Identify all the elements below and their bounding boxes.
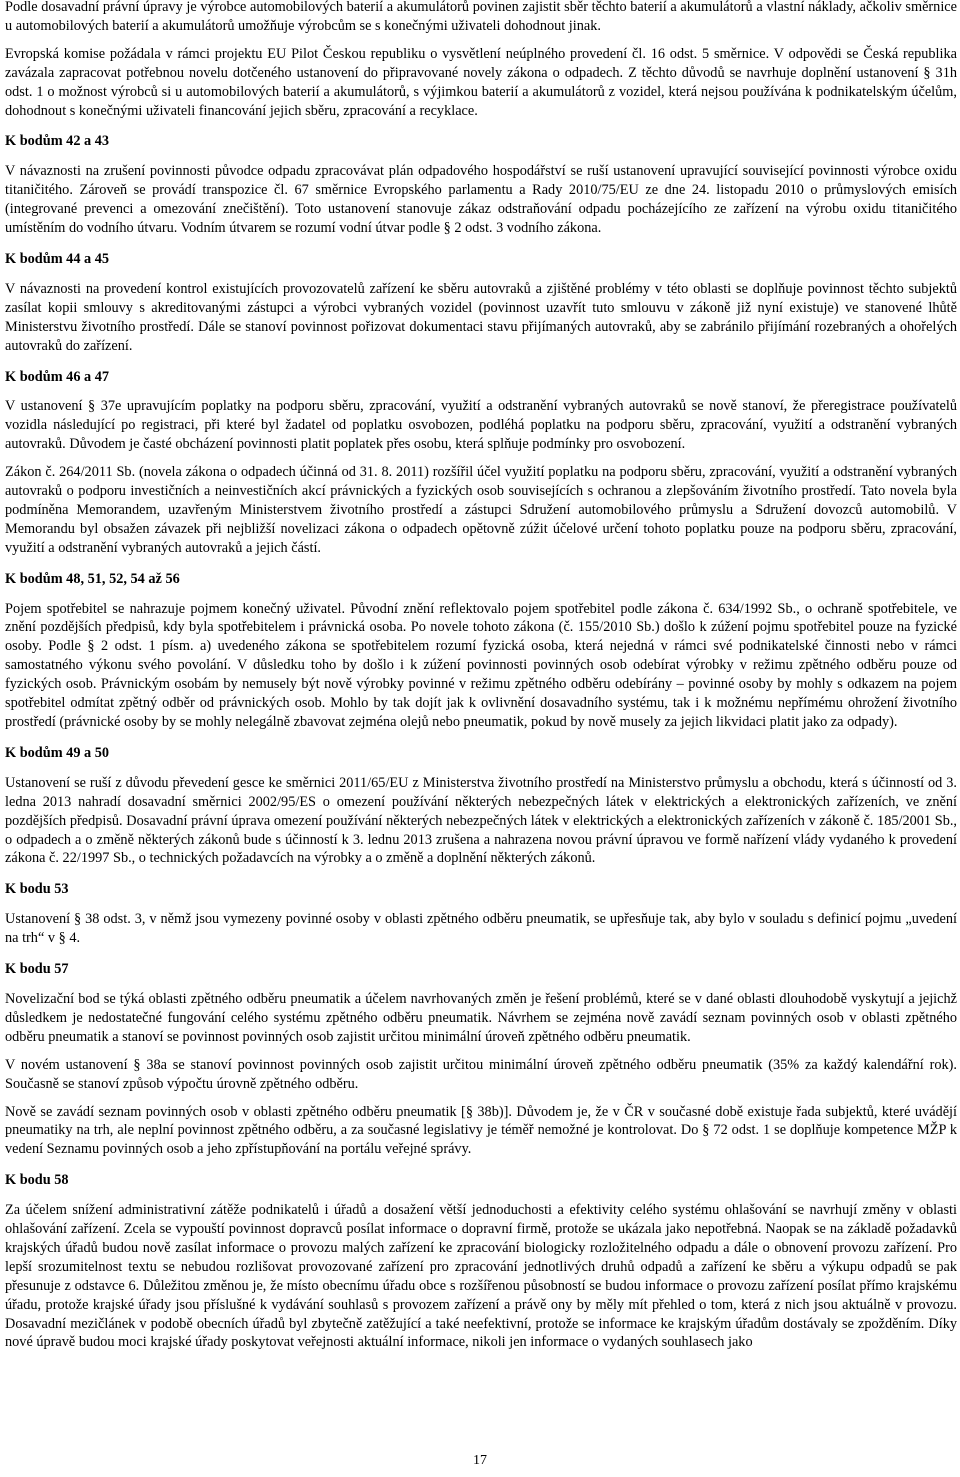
paragraph: Zákon č. 264/2011 Sb. (novela zákona o odpadech účinná od 31. 8. 2011) rozšířil účel využití poplatku na podporu sběru, zpracování, využití a odstranění vybraných autovraků o podporu investičních a neinvestičních akcí právnických a fyzických osob souvisejících s ochranou a zlepšováním životního prostředí. Tato novela byla podmíněna Memorandem, uzavřeným Ministerstvem životního prostředí a zástupci Sdružení automobilového průmyslu a Sdružení dovozců automobilů. V Memorandu byl obsažen závazek při nejbližší novelizaci zákona o odpadech opětovně zúžit účelové určení tohoto poplatku pouze na podporu sběru, zpracování, využití a odstranění vybraných autovraků a jejich částí. bbox=[5, 464, 957, 556]
document-body bbox=[5, 0, 957, 1352]
section-heading: K bodu 53 bbox=[5, 881, 69, 898]
paragraph: Evropská komise požádala v rámci projektu EU Pilot Českou republiku o vysvětlení neúplného provedení čl. 16 odst. 5 směrnice. V odpovědi se Česká republika zavázala zapracovat potřebnou novelu dotčeného ustanovení do připravované novely zákona o odpadech. Z těchto důvodů se navrhuje doplnění ustanovení § 31h odst. 1 o možnost výrobců si u automobilových baterií a akumulátorů, s výjimkou baterií a akumulátorů z vozidel, která nejsou používána k podnikatelským účelům, dohodnout s konečnými uživateli financování jejich sběru, zpracování a recyklace. bbox=[5, 45, 957, 119]
section-heading: K bodům 46 a 47 bbox=[5, 368, 110, 385]
paragraph: Podle dosavadní právní úpravy je výrobce automobilových baterií a akumulátorů povinen zajistit sběr těchto baterií a akumulátorů a vlastní náklady, ačkoliv směrnice u automobilových baterií a akumulátorů umožňuje výrobcům se s konečnými uživateli dohodnout jinak. bbox=[5, 0, 957, 34]
paragraph: V návaznosti na zrušení povinnosti původce odpadu zpracovávat plán odpadového hospodářství se ruší ustanovení upravující související povinnosti výrobce oxidu titaničitého. Zároveň se provádí transpozice čl. 67 směrnice Evropského parlamentu a Rady 2010/75/EU ze dne 24. listopadu 2010 o průmyslových emisích (integrované prevenci a omezování znečištění). Toto ustanovení stanovuje zákaz odstraňování odpadu pocházejícího ze zařízení na výrobu oxidu titaničitého umístěním do vodního útvaru. Vodním útvarem se rozumí vodní útvar podle § 2 odst. 3 vodního zákona. bbox=[5, 163, 957, 237]
paragraph: V návaznosti na provedení kontrol existujících provozovatelů zařízení ke sběru autovraků a zjištěné problémy v této oblasti se doplňuje povinnost těchto subjektů zasílat kopii smlouvy s akreditovanými zástupci a výrobci vybraných vozidel (povinnost uzavřít tuto smlouvu v zákoně již nyní existuje) ve stanovené lhůtě Ministerstvu životního prostředí. Dále se stanoví povinnost pořizovat dokumentaci stavu přijímaných autovraků, aby se zabránilo přijímání rozebraných a ohořelých autovraků do zařízení. bbox=[5, 280, 957, 354]
paragraph: Ustanovení se ruší z důvodu převedení gesce ke směrnici 2011/65/EU z Ministerstva životního prostředí na Ministerstvo průmyslu a obchodu, která s účinností od 3. ledna 2013 nahradí dosavadní směrnici 2002/95/ES o omezení používání některých nebezpečných látek v elektrických a elektronických zařízeních, ve znění pozdějších předpisů. Dosavadní právní úprava omezení používání některých nebezpečných látek v elektrických a elektronických zařízeních v zákoně č. 185/2001 Sb., o odpadech a o změně některých zákonů bude s účinností k 3. lednu 2013 zrušena a nahrazena novou právní úpravou ve formě nařízení vlády vydaného k provedení zákona č. 22/1997 Sb., o technických požadavcích na výrobky a o změně a doplnění některých zákonů. bbox=[5, 774, 957, 867]
paragraph: V novém ustanovení § 38a se stanoví povinnost povinných osob zajistit určitou minimální úroveň zpětného odběru pneumatik (35% za každý kalendářní rok). Současně se stanoví způsob výpočtu úrovně zpětného odběru. bbox=[5, 1056, 957, 1092]
section-heading: K bodu 57 bbox=[5, 961, 69, 978]
paragraph: Ustanovení § 38 odst. 3, v němž jsou vymezeny povinné osoby v oblasti zpětného odběru pneumatik, se upřesňuje tak, aby bylo v souladu s definicí pojmu „uvedení na trh“ v § 4. bbox=[5, 911, 957, 947]
page-number: 17 bbox=[473, 1453, 487, 1468]
paragraph: V ustanovení § 37e upravujícím poplatky na podporu sběru, zpracování, využití a odstranění vybraných autovraků se nově stanoví, že přeregistrace používatelů vozidla následující po registraci, při které byl žadatel od poplatku osvobozen, podléhá poplatku na podporu sběru, zpracování, využití a odstranění vybraných autovraků. Důvodem je časté obcházení povinnosti platit poplatek přes osobu, která splňuje podmínky pro osvobození. bbox=[5, 398, 957, 453]
section-heading: K bodům 49 a 50 bbox=[5, 744, 110, 761]
section-heading: K bodům 44 a 45 bbox=[5, 250, 110, 267]
section-heading: K bodu 58 bbox=[5, 1172, 69, 1189]
section-heading: K bodům 48, 51, 52, 54 až 56 bbox=[5, 570, 180, 587]
paragraph: Pojem spotřebitel se nahrazuje pojmem konečný uživatel. Původní znění reflektovalo pojem spotřebitel podle zákona č. 634/1992 Sb., o ochraně spotřebitele, ve znění pozdějších předpisů, kdy byla spotřebitelem i právnická osoba. Po novele tohoto zákona (č. 155/2010 Sb.) došlo k zúžení pojmu spotřebitel pouze na fyzické osoby. Podle § 2 odst. 1 písm. a) uvedeného zákona se spotřebitelem rozumí fyzická osoba, která nejedná v rámci své podnikatelské činnosti nebo v rámci samostatného výkonu svého povolání. V důsledku toho by došlo i k zúžení povinnosti povinných osob odebírat výrobky v režimu zpětného odběru pouze od fyzických osob. Právnickým osobám by nemusely být nově výrobky povinné v režimu zpětného odběru odebírány – povinné osoby by mohly s odkazem na pojem spotřebitel odmítat zpětný odběr od právnických osob. Mohlo by tak dojít jak k ovlivnění dosavadního systému, tak i k možnému nepřímému ohrožení životního prostředí (právnické osoby by se mohly nelegálně zbavovat zejména olejů nebo pneumatik, pokud by nově musely za jejich likvidaci platit jako za odpady). bbox=[5, 600, 957, 730]
document-page bbox=[5, 0, 957, 1361]
section-heading: K bodům 42 a 43 bbox=[5, 133, 110, 150]
paragraph: Novelizační bod se týká oblasti zpětného odběru pneumatik a účelem navrhovaných změn je řešení problémů, které se v dané oblasti dlouhodobě vyskytují a jejichž důsledkem je nedostatečné fungování celého systému zpětného odběru pneumatik. Návrhem se zejména nově zavádí seznam povinných osob v oblasti zpětného odběru pneumatik a stanoví se povinnost povinných osob zajistit určitou minimální úroveň zpětného odběru pneumatik. bbox=[5, 990, 957, 1045]
paragraph: Nově se zavádí seznam povinných osob v oblasti zpětného odběru pneumatik [§ 38b)]. Důvodem je, že v ČR v současné době existuje řada subjektů, které uvádějí pneumatiky na trh, ale neplní povinnost zpětného odběru, a za současné legislativy je téměř nemožné je kontrolovat. Do § 72 odst. 1 se doplňuje kompetence MŽP k vedení Seznamu povinných osob a jeho zpřístupňování na portálu veřejné správy. bbox=[5, 1103, 957, 1158]
paragraph: Za účelem snížení administrativní zátěže podnikatelů i úřadů a dosažení větší jednoduchosti a efektivity celého systému ohlašování se navrhují změny v oblasti ohlašování zařízení. Zcela se vypouští povinnost dopravců posílat informace o dopravní firmě, protože se ukázala jako nepotřebná. Naopak se na základě požadavků krajských úřadů budou nově zasílat informace o provozu malých zařízení ke zpracování biologicky rozložitelného odpadu a dále o obnovení provozu zařízení. Pro lepší srozumitelnost textu se nebudou rozlišovat provozované zařízení pro zpracování jednotlivých druhů odpadů a zařízení ke sběru a výkupu odpadů se pak přesunuje z odstavce 6. Důležitou změnou je, že místo obecnímu úřadu obce s rozšířenou působností se budou informace o provozu zařízení posílat přímo krajskému úřadu, protože krajské úřady jsou příslušné k vydávání souhlasů s provozem zařízení a právě ony by měly mít přehled o tom, která z nich jsou aktuálně v provozu. Dosavadní mezičlánek v podobě obecních úřadů byl zbytečně zatěžující a také neefektivní, protože se informace ke krajským úřadům dostávaly se zpožděním. Díky nové úpravě budou moci krajské úřady poskytovat veřejnosti aktuální informace, nikoli jen informace o vydaných souhlasech jako bbox=[5, 1202, 957, 1351]
